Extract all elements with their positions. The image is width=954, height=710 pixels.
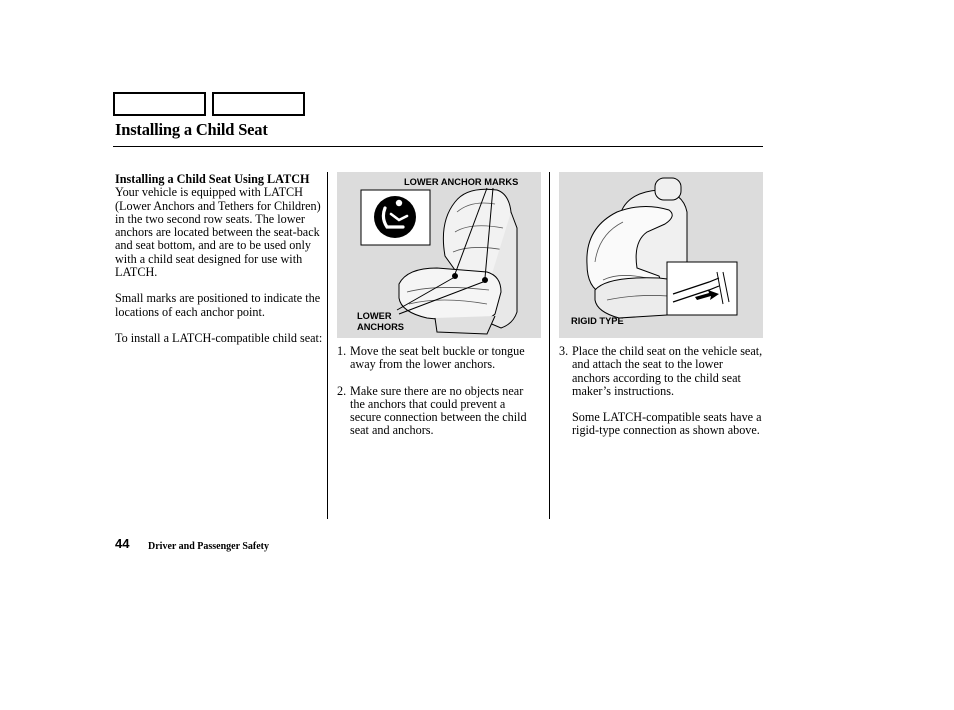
lower-anchor-marks-label: LOWER ANCHOR MARKS — [404, 177, 519, 187]
title-rule — [113, 146, 763, 147]
step-number: 1. — [337, 344, 347, 358]
child-seat-illustration — [559, 172, 763, 338]
lower-anchors-label-line1: LOWER — [357, 311, 392, 321]
steps-column — [337, 345, 537, 438]
rigid-type-label: RIGID TYPE — [571, 316, 624, 326]
step-number: 2. — [337, 383, 347, 398]
child-seat-symbol-icon — [374, 196, 416, 238]
column-divider-1 — [327, 172, 328, 519]
header-tab-2 — [212, 92, 305, 116]
step-text: Make sure there are no objects near the anchors that could prevent a secure connection between the child seat and anchors. — [350, 383, 527, 438]
marks-paragraph: Small marks are positioned to indicate the locations of each anchor point. — [115, 291, 321, 319]
intro-column — [115, 173, 323, 345]
lower-anchors-figure — [337, 172, 541, 338]
step-text: Move the seat belt buckle or tongue away from the lower anchors. — [350, 344, 525, 372]
step-3 — [559, 345, 763, 398]
intro-paragraph: Your vehicle is equipped with LATCH (Lower Anchors and Tethers for Children) in the two second row seats. The lower anchors are located between the seat-back and seat bottom, and are to be used only with a child seat designed for use with LATCH. — [115, 185, 321, 280]
final-step-column — [559, 345, 763, 438]
step-number: 3. — [559, 344, 569, 358]
step-1 — [337, 345, 537, 372]
page-title: Installing a Child Seat — [115, 120, 268, 139]
column-divider-2 — [549, 172, 550, 519]
lower-anchors-label-line2: ANCHORS — [357, 322, 405, 332]
section-subheading: Installing a Child Seat Using LATCH — [115, 172, 310, 186]
page-number: 44 — [115, 536, 130, 551]
step-2 — [337, 385, 537, 438]
install-lead-paragraph: To install a LATCH-compatible child seat: — [115, 330, 323, 345]
rigid-type-note: Some LATCH-compatible seats have a rigid-type connection as shown above. — [572, 410, 762, 438]
header-tab-1 — [113, 92, 206, 116]
step-text: Place the child seat on the vehicle seat, and attach the seat to the lower anchors according to the child seat maker’s instructions. — [572, 344, 763, 398]
rigid-type-figure — [559, 172, 763, 338]
section-footer: Driver and Passenger Safety — [148, 541, 270, 552]
